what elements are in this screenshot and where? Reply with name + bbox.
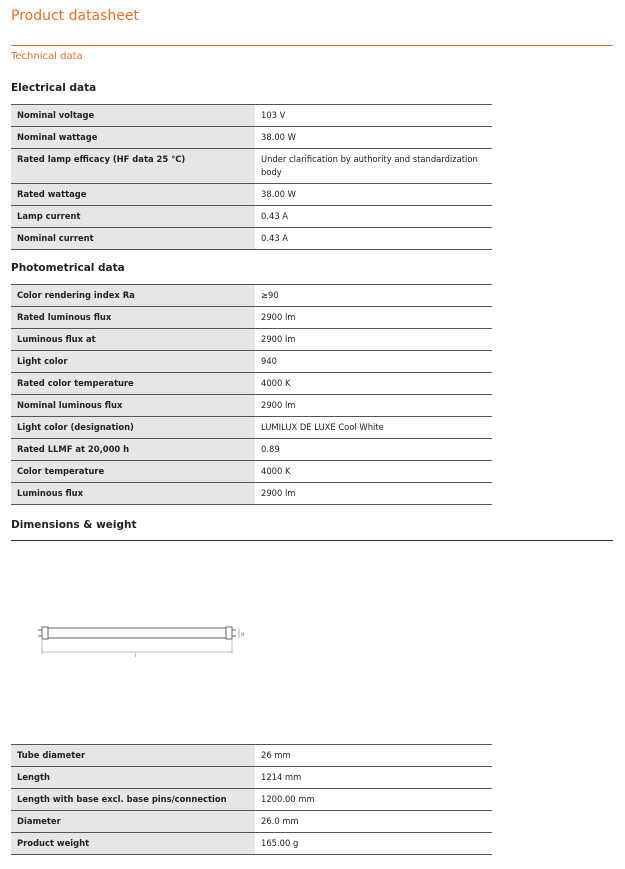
table-row bbox=[11, 789, 492, 811]
table-row bbox=[11, 483, 492, 505]
spec-value: 2900 lm bbox=[255, 395, 492, 417]
table-row bbox=[11, 307, 492, 329]
spec-value: Under clarification by authority and standardization body bbox=[255, 149, 492, 184]
right-pins-icon bbox=[232, 630, 236, 636]
spec-value: LUMILUX DE LUXE Cool White bbox=[255, 417, 492, 439]
spec-label: Lamp current bbox=[11, 206, 255, 228]
spec-value: 2900 lm bbox=[255, 307, 492, 329]
photometrical-table bbox=[11, 284, 492, 505]
spec-value: 103 V bbox=[255, 105, 492, 127]
spec-value: 1214 mm bbox=[255, 767, 492, 789]
spec-label: Tube diameter bbox=[11, 745, 255, 767]
spec-label: Length with base excl. base pins/connection bbox=[11, 789, 255, 811]
spec-label: Rated color temperature bbox=[11, 373, 255, 395]
table-row bbox=[11, 395, 492, 417]
table-row bbox=[11, 373, 492, 395]
table-row bbox=[11, 417, 492, 439]
table-row bbox=[11, 745, 492, 767]
spec-value: ≥90 bbox=[255, 285, 492, 307]
spec-label: Luminous flux at bbox=[11, 329, 255, 351]
spec-value: 0.43 A bbox=[255, 228, 492, 250]
electrical-heading: Electrical data bbox=[11, 82, 97, 94]
table-row bbox=[11, 149, 492, 184]
table-row bbox=[11, 206, 492, 228]
table-row bbox=[11, 105, 492, 127]
left-pins-icon bbox=[38, 630, 42, 636]
dimensions-divider bbox=[11, 540, 613, 541]
subtitle: Technical data bbox=[11, 51, 83, 62]
spec-value: 4000 K bbox=[255, 373, 492, 395]
spec-label: Rated LLMF at 20,000 h bbox=[11, 439, 255, 461]
spec-label: Light color (designation) bbox=[11, 417, 255, 439]
spec-label: Rated lamp efficacy (HF data 25 °C) bbox=[11, 149, 255, 184]
table-row bbox=[11, 285, 492, 307]
table-row bbox=[11, 351, 492, 373]
photometrical-heading: Photometrical data bbox=[11, 262, 125, 274]
right-cap-icon bbox=[226, 627, 232, 639]
page-title: Product datasheet bbox=[11, 8, 140, 24]
spec-value: 4000 K bbox=[255, 461, 492, 483]
table-row bbox=[11, 811, 492, 833]
spec-label: Color temperature bbox=[11, 461, 255, 483]
table-row bbox=[11, 329, 492, 351]
spec-value: 38.00 W bbox=[255, 184, 492, 206]
title-divider bbox=[11, 45, 613, 46]
table-row bbox=[11, 439, 492, 461]
spec-value: 38.00 W bbox=[255, 127, 492, 149]
diameter-label: d bbox=[241, 632, 245, 638]
spec-label: Diameter bbox=[11, 811, 255, 833]
spec-value: 1200.00 mm bbox=[255, 789, 492, 811]
electrical-table bbox=[11, 104, 492, 250]
spec-value: 0.89 bbox=[255, 439, 492, 461]
spec-label: Color rendering index Ra bbox=[11, 285, 255, 307]
tube-body-icon bbox=[48, 628, 226, 638]
lamp-drawing bbox=[38, 622, 248, 662]
table-row bbox=[11, 461, 492, 483]
spec-value: 2900 lm bbox=[255, 483, 492, 505]
spec-label: Rated wattage bbox=[11, 184, 255, 206]
spec-value: 2900 lm bbox=[255, 329, 492, 351]
dimensions-heading: Dimensions & weight bbox=[11, 519, 137, 531]
dimensions-table bbox=[11, 744, 492, 855]
spec-label: Product weight bbox=[11, 833, 255, 855]
spec-label: Luminous flux bbox=[11, 483, 255, 505]
length-label: l bbox=[135, 653, 137, 659]
spec-value: 940 bbox=[255, 351, 492, 373]
table-row bbox=[11, 184, 492, 206]
spec-value: 26 mm bbox=[255, 745, 492, 767]
left-cap-icon bbox=[42, 627, 48, 639]
spec-value: 0.43 A bbox=[255, 206, 492, 228]
spec-label: Light color bbox=[11, 351, 255, 373]
spec-label: Nominal voltage bbox=[11, 105, 255, 127]
table-row bbox=[11, 767, 492, 789]
table-row bbox=[11, 228, 492, 250]
spec-label: Nominal luminous flux bbox=[11, 395, 255, 417]
length-dimension-icon bbox=[42, 640, 232, 654]
spec-label: Rated luminous flux bbox=[11, 307, 255, 329]
spec-label: Nominal wattage bbox=[11, 127, 255, 149]
table-row bbox=[11, 127, 492, 149]
table-row bbox=[11, 833, 492, 855]
spec-value: 165.00 g bbox=[255, 833, 492, 855]
spec-value: 26.0 mm bbox=[255, 811, 492, 833]
spec-label: Nominal current bbox=[11, 228, 255, 250]
spec-label: Length bbox=[11, 767, 255, 789]
